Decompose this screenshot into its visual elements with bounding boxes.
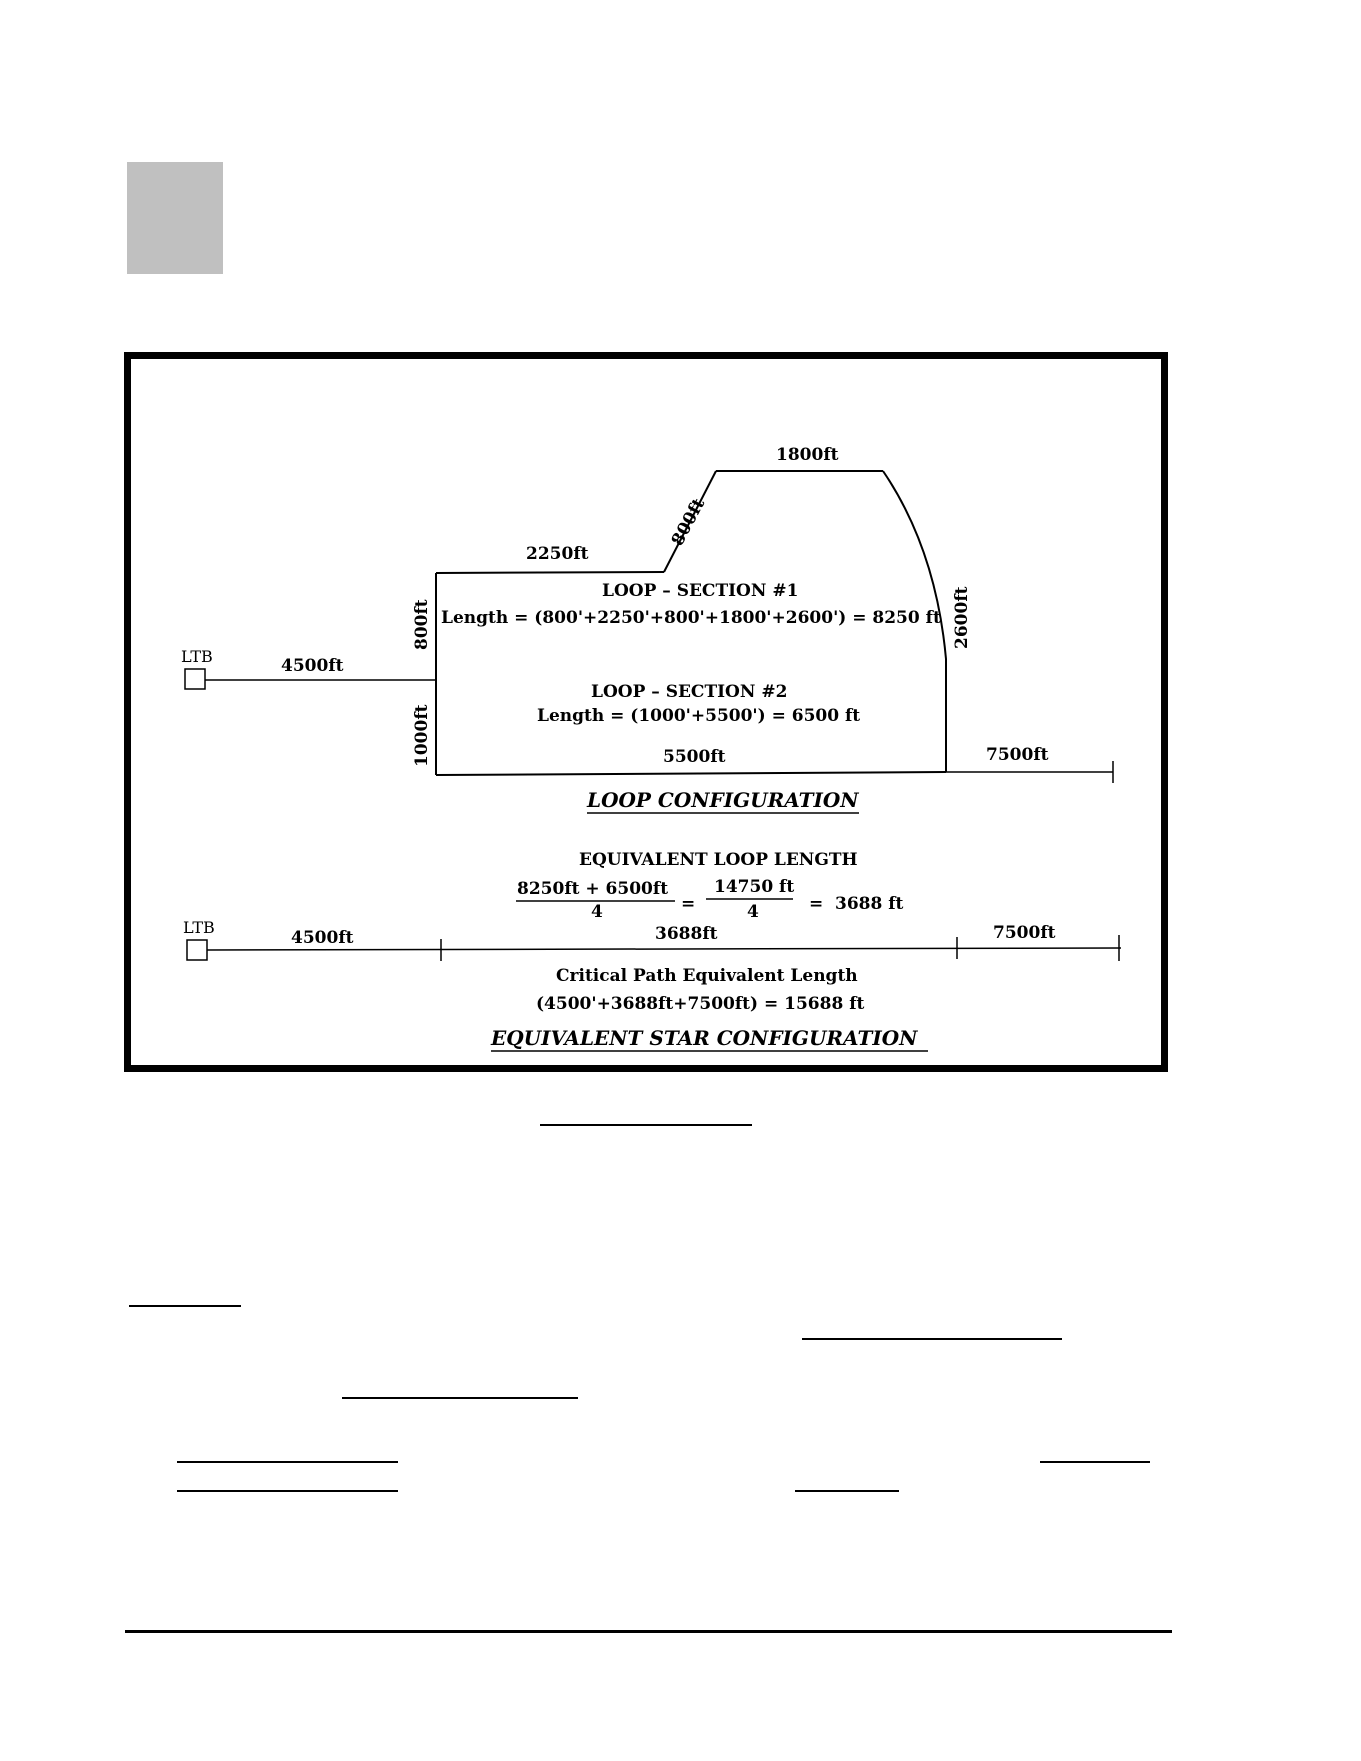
fraction2-numerator: 14750 ft <box>714 877 795 897</box>
blank-rule-8 <box>795 1490 899 1492</box>
blank-rule-7 <box>177 1490 398 1492</box>
critical-path-title: Critical Path Equivalent Length <box>556 966 858 986</box>
star-ltb-terminal-box <box>187 940 207 960</box>
fraction2-denominator: 4 <box>747 902 759 922</box>
equivalent-title: EQUIVALENT LOOP LENGTH <box>579 850 858 870</box>
blank-rule-2 <box>129 1305 241 1307</box>
fraction1-denominator: 4 <box>591 902 603 922</box>
blank-rule-4 <box>342 1397 578 1399</box>
section2-formula: Length = (1000'+5500') = 6500 ft <box>537 706 861 726</box>
blank-rule-1 <box>540 1124 752 1126</box>
star-ltb-label: LTB <box>183 918 215 937</box>
section-marker-box <box>127 162 223 274</box>
star-main-line <box>207 948 1121 950</box>
star-seg1-label: 4500ft <box>291 928 354 948</box>
loop-configuration-caption: LOOP CONFIGURATION <box>587 788 859 812</box>
blank-rule-5 <box>177 1461 398 1463</box>
section2-title: LOOP – SECTION #2 <box>591 682 788 702</box>
footer-rule <box>125 1630 1172 1633</box>
left-upper-length-label: 800ft <box>412 599 432 650</box>
star-configuration-caption: EQUIVALENT STAR CONFIGURATION <box>491 1026 918 1050</box>
bottom-length-label: 5500ft <box>663 747 726 767</box>
top-left-length-label: 2250ft <box>526 544 589 564</box>
blank-rule-3 <box>802 1338 1062 1340</box>
left-lower-length-label: 1000ft <box>412 704 432 767</box>
section1-title: LOOP – SECTION #1 <box>602 581 799 601</box>
ltb-terminal-box <box>185 669 205 689</box>
blank-rule-6 <box>1040 1461 1150 1463</box>
top-length-label: 1800ft <box>776 445 839 465</box>
diagonal-length-label: 800ft <box>667 495 710 550</box>
star-seg2-label: 3688ft <box>655 924 718 944</box>
equals-sign-1: = <box>681 894 696 914</box>
loop-diagram <box>131 359 1161 1065</box>
right-curve-length-label: 2600ft <box>952 586 972 649</box>
loop-bottom <box>436 772 946 775</box>
section1-formula: Length = (800'+2250'+800'+1800'+2600') = 8250 ft <box>441 608 941 628</box>
tail-length-label: 7500ft <box>986 745 1049 765</box>
star-seg3-label: 7500ft <box>993 923 1056 943</box>
equivalent-result: 3688 ft <box>835 894 904 914</box>
loop-diagram-figure <box>124 352 1168 1072</box>
ltb-label: LTB <box>181 647 213 666</box>
loop-top-left <box>436 572 664 573</box>
fraction1-numerator: 8250ft + 6500ft <box>517 879 669 899</box>
feed-length-label: 4500ft <box>281 656 344 676</box>
equals-sign-2: = <box>809 894 824 914</box>
critical-path-formula: (4500'+3688ft+7500ft) = 15688 ft <box>536 994 865 1014</box>
